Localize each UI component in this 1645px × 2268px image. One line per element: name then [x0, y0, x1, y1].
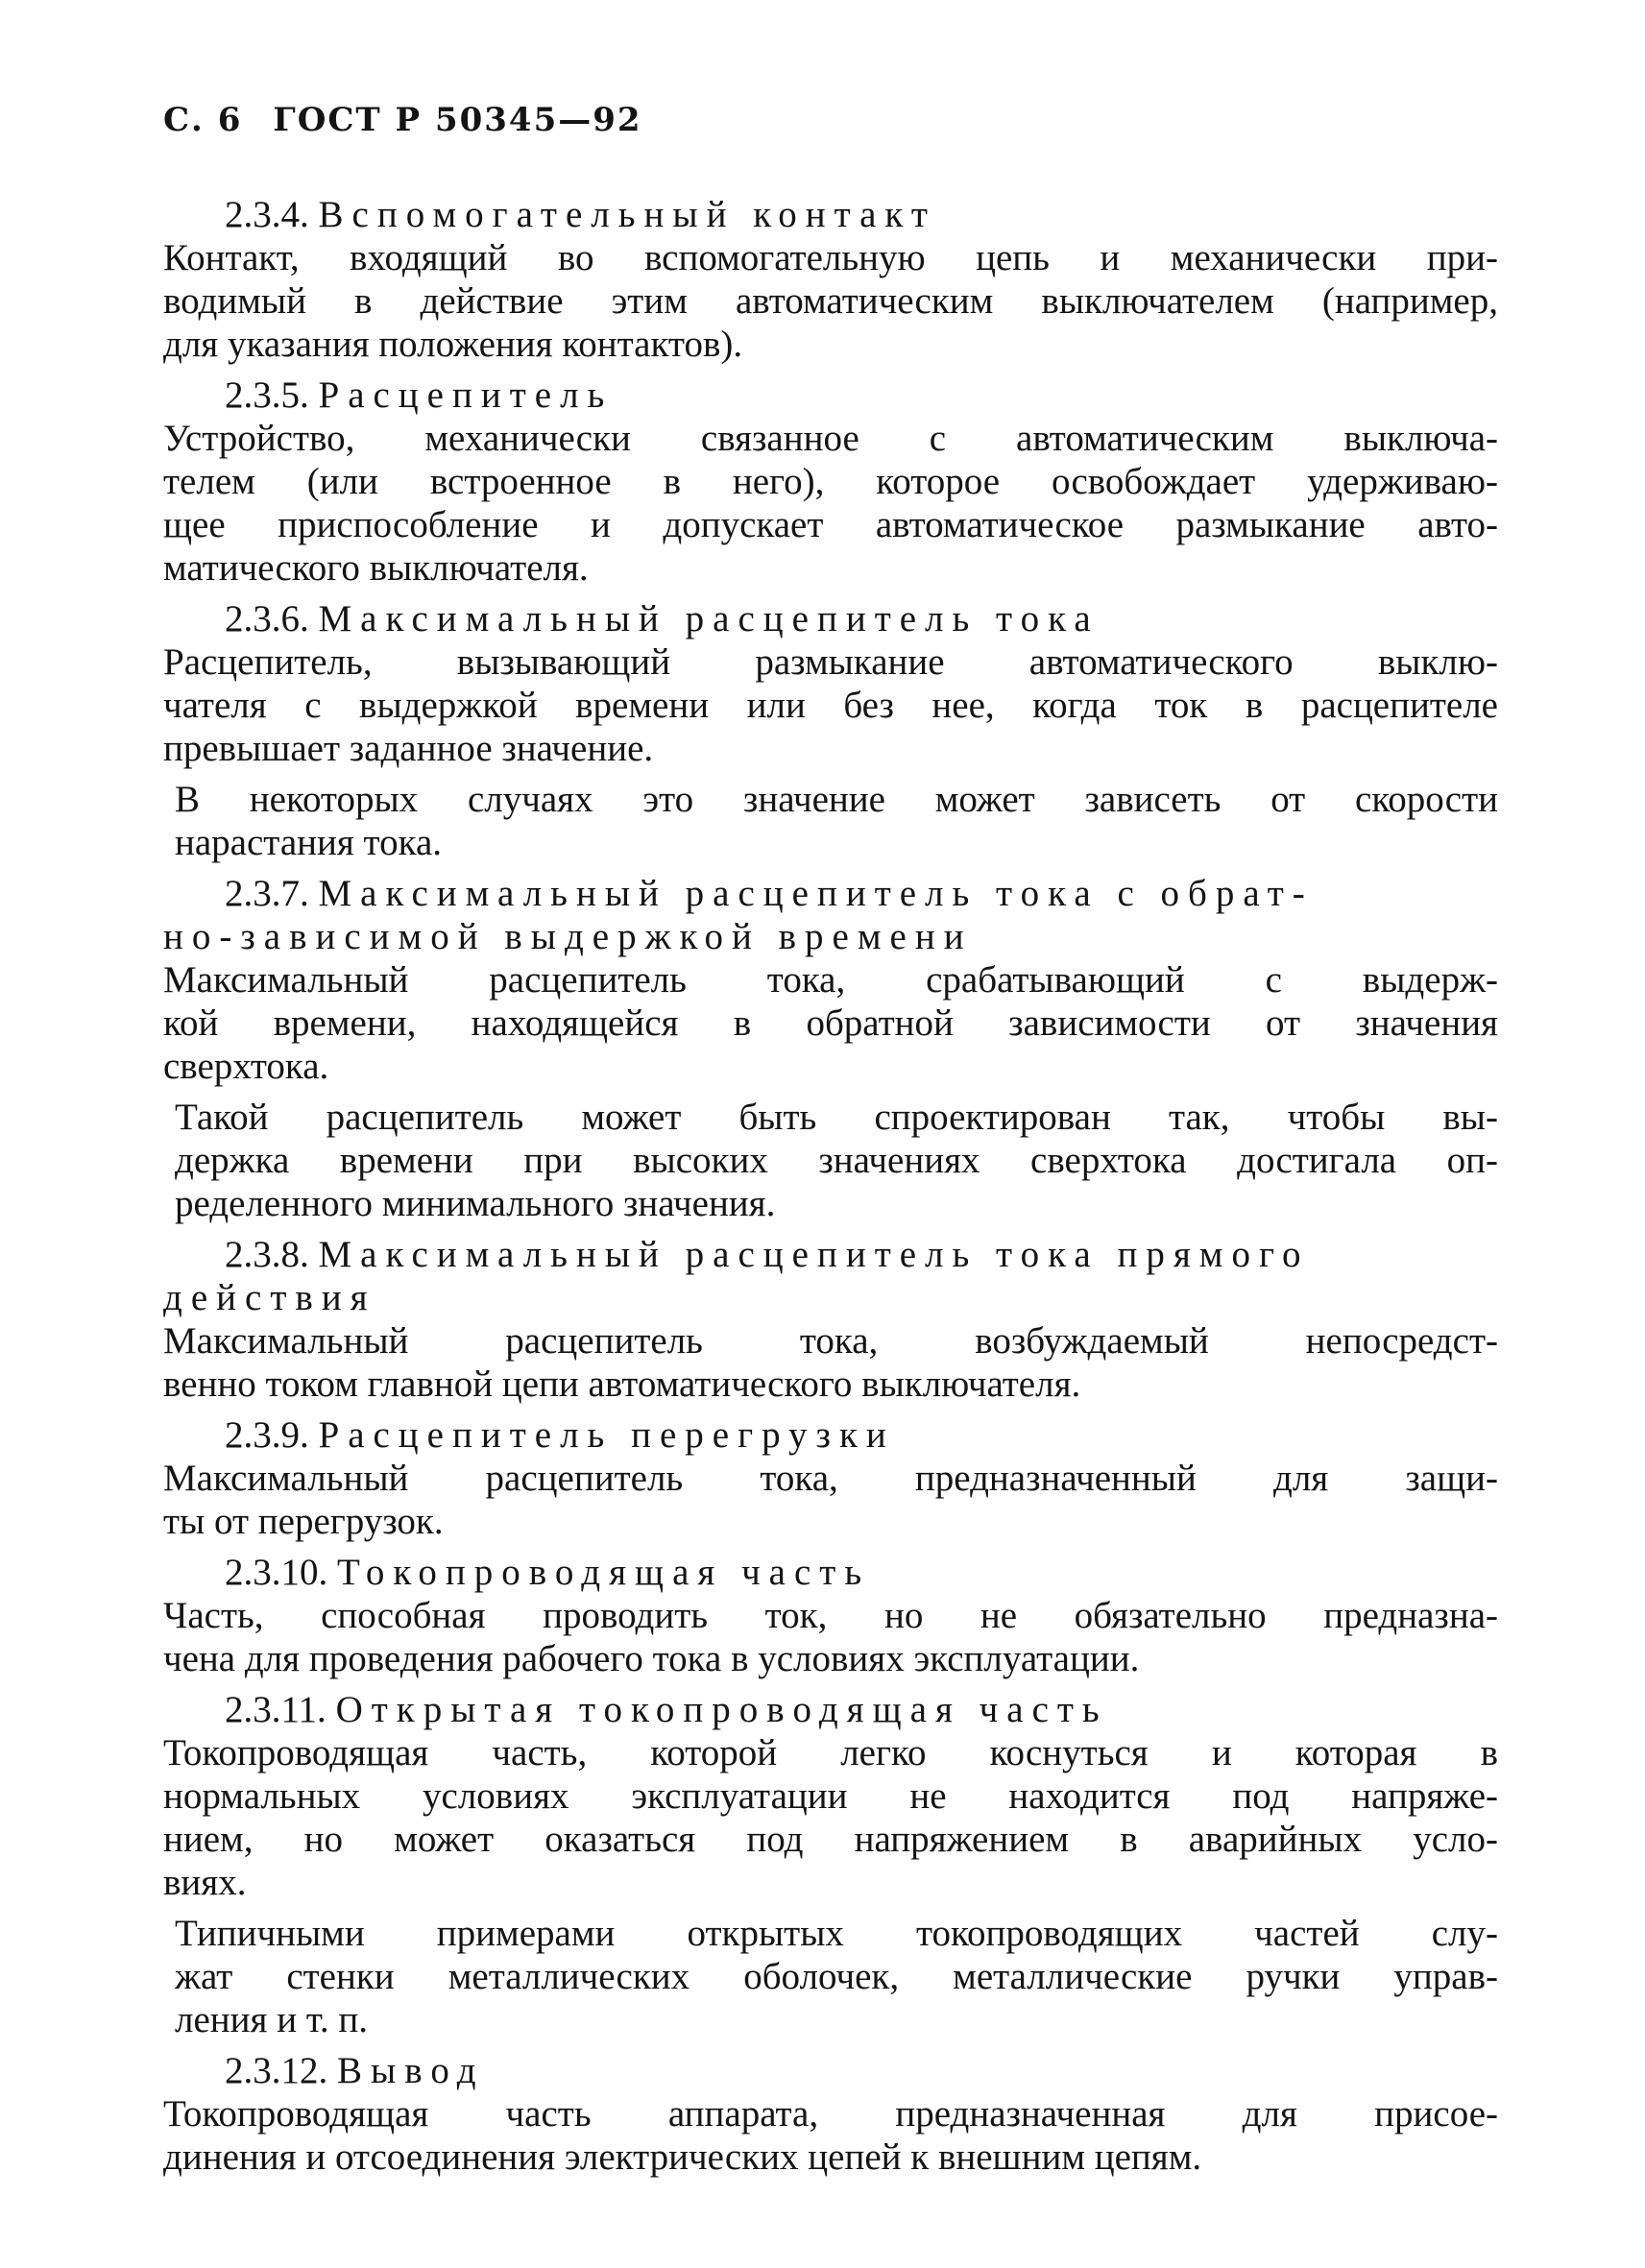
term-number: 2.3.9.	[225, 1414, 309, 1456]
text-line: Типичными примерами открытых токопроводящих частей слу-	[175, 1913, 1498, 1954]
text-line: Максимальный расцепитель тока, срабатывающий с выдерж-	[163, 959, 1498, 1001]
text-line: щее приспособление и допускает автоматическое размыкание авто-	[163, 504, 1498, 545]
term-title: Открытая токопроводящая часть	[335, 1689, 1108, 1730]
text-line: водимый в действие этим автоматическим выключателем (например,	[163, 280, 1498, 322]
term-number: 2.3.6.	[225, 598, 309, 639]
term-heading	[163, 374, 1498, 417]
standard-code: ГОСТ Р 50345—92	[273, 101, 642, 139]
term-title: Максимальный расцепитель тока с обрат-	[318, 873, 1314, 914]
term-heading	[163, 1233, 1498, 1276]
text-line: Токопроводящая часть, которой легко коснуться и которая в	[163, 1732, 1498, 1773]
text-line: В некоторых случаях это значение может зависеть от скорости	[175, 779, 1498, 820]
term-heading	[163, 1413, 1498, 1457]
text-line: Такой расцепитель может быть спроектирован так, чтобы вы-	[175, 1097, 1498, 1138]
text-line: ты от перегрузок.	[163, 1501, 444, 1542]
text-line: Контакт, входящий во вспомогательную цепь и механически при-	[163, 237, 1498, 278]
text-line: венно током главной цепи автоматического выключателя.	[163, 1363, 1081, 1405]
text-line: чена для проведения рабочего тока в условиях эксплуатации.	[163, 1638, 1140, 1679]
term-definition	[163, 417, 1498, 590]
term-title: Вспомогательный контакт	[318, 194, 936, 235]
term-title-continuation	[163, 915, 1498, 958]
text-line: Расцепитель, вызывающий размыкание автоматического выклю-	[163, 641, 1498, 683]
text-line: нарастания тока.	[175, 822, 443, 863]
sections-container	[163, 193, 1498, 2179]
text-line: Максимальный расцепитель тока, возбуждаемый непосредст-	[163, 1320, 1498, 1362]
page-header	[163, 101, 1498, 139]
text-line: Токопроводящая часть аппарата, предназначенная для присое-	[163, 2093, 1498, 2135]
term-number: 2.3.8.	[225, 1234, 309, 1275]
term-heading	[163, 193, 1498, 236]
term-number: 2.3.12.	[225, 2050, 328, 2091]
text-line: матического выключателя.	[163, 547, 589, 589]
term-number: 2.3.4.	[225, 194, 309, 235]
term-number: 2.3.5.	[225, 374, 309, 416]
text-line: превышает заданное значение.	[163, 728, 654, 769]
term-number: 2.3.7.	[225, 873, 309, 914]
text-line: сверхтока.	[163, 1046, 329, 1087]
term-title-line2: действия	[163, 1277, 376, 1318]
term-definition	[163, 2092, 1498, 2179]
term-heading	[163, 1688, 1498, 1731]
term-title: Расцепитель перегрузки	[318, 1414, 895, 1456]
text-line: нормальных условиях эксплуатации не находится под напряже-	[163, 1775, 1498, 1817]
page-number: С. 6	[163, 101, 243, 139]
term-definition	[163, 1457, 1498, 1543]
text-line: Устройство, механически связанное с автоматическим выключа-	[163, 418, 1498, 459]
term-definition	[163, 1731, 1498, 1904]
term-definition	[163, 958, 1498, 1088]
text-line: ления и т. п.	[175, 1999, 369, 2040]
term-definition	[163, 1319, 1498, 1406]
text-line: жат стенки металлических оболочек, металлические ручки управ-	[175, 1956, 1498, 1997]
text-line: держка времени при высоких значениях сверхтока достигала оп-	[175, 1140, 1498, 1181]
term-heading	[163, 1551, 1498, 1594]
text-line: для указания положения контактов).	[163, 324, 743, 365]
term-number: 2.3.10.	[225, 1552, 328, 1593]
text-line: Максимальный расцепитель тока, предназначенный для защи-	[163, 1458, 1498, 1499]
term-title: Вывод	[337, 2050, 485, 2091]
text-line: динения и отсоединения электрических цепей к внешним цепям.	[163, 2136, 1202, 2178]
term-title: Максимальный расцепитель тока прямого	[318, 1234, 1310, 1275]
term-number: 2.3.11.	[225, 1689, 327, 1730]
text-line: телем (или встроенное в него), которое освобождает удерживаю-	[163, 461, 1498, 502]
term-note	[163, 1096, 1498, 1225]
text-line: ределенного минимального значения.	[175, 1183, 776, 1224]
term-title: Токопроводящая часть	[337, 1552, 871, 1593]
term-heading	[163, 597, 1498, 640]
text-line: кой времени, находящейся в обратной зависимости от значения	[163, 1002, 1498, 1044]
text-line: виях.	[163, 1862, 247, 1903]
term-title: Максимальный расцепитель тока	[318, 598, 1100, 639]
term-heading	[163, 2049, 1498, 2092]
term-title-line2: но-зависимой выдержкой времени	[163, 916, 973, 957]
term-title-continuation	[163, 1276, 1498, 1319]
term-note	[163, 778, 1498, 864]
term-note	[163, 1912, 1498, 2041]
term-title: Расцепитель	[318, 374, 614, 416]
document-page	[163, 101, 1498, 2179]
term-heading	[163, 872, 1498, 915]
text-line: чателя с выдержкой времени или без нее, когда ток в расцепителе	[163, 685, 1498, 726]
term-definition	[163, 1594, 1498, 1680]
text-line: Часть, способная проводить ток, но не обязательно предназна-	[163, 1595, 1498, 1636]
term-definition	[163, 236, 1498, 366]
term-definition	[163, 640, 1498, 770]
text-line: нием, но может оказаться под напряжением в аварийных усло-	[163, 1819, 1498, 1860]
